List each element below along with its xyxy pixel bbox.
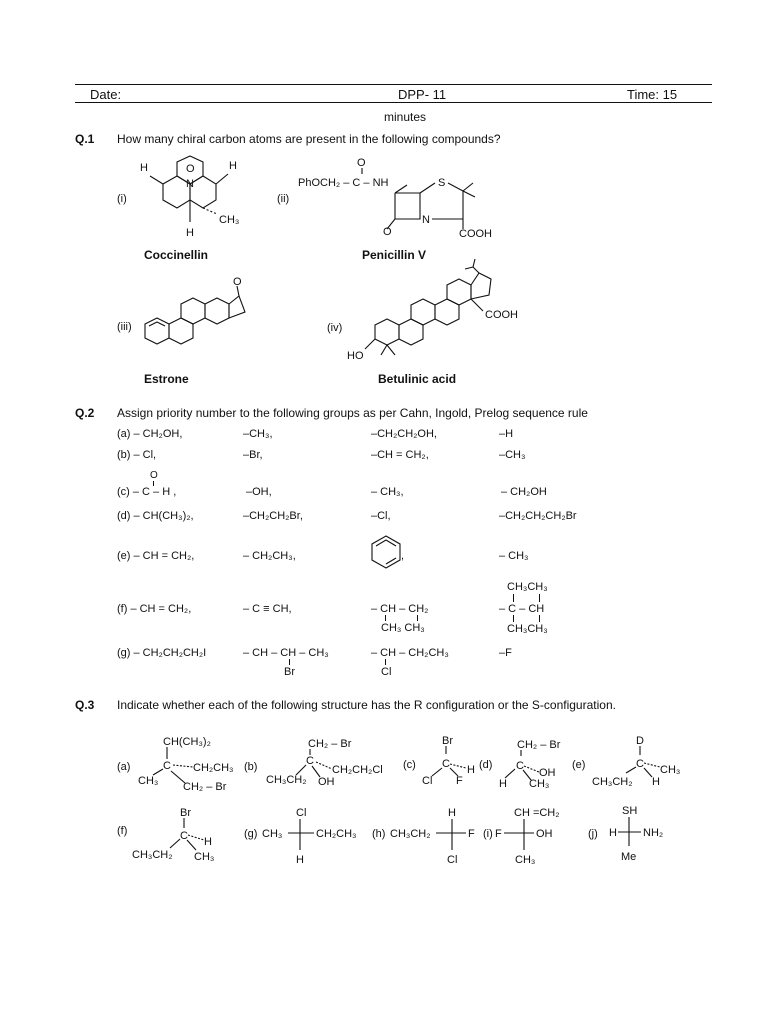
q2-c-4: – CH₂OH	[501, 486, 547, 498]
q2-d-3: –Cl,	[371, 510, 391, 522]
svg-text:CH₃CH₂: CH₃CH₂	[266, 774, 307, 786]
q3-number: Q.3	[75, 698, 95, 712]
svg-text:CH₃CH₂: CH₃CH₂	[132, 849, 173, 861]
q2-d-2: –CH₂CH₂Br,	[243, 510, 303, 522]
svg-text:CH₃: CH₃	[660, 764, 681, 776]
q1-label-iii: (iii)	[117, 321, 132, 333]
q2-g-2: – CH – CH – CH₃	[243, 647, 329, 659]
svg-text:O: O	[383, 226, 392, 238]
q2-f-top: CH₃CH₃	[507, 581, 548, 593]
svg-text:CH₃: CH₃	[529, 778, 550, 790]
svg-text:HO: HO	[347, 350, 364, 362]
svg-text:Me: Me	[621, 851, 637, 863]
q2-f-bond-4	[539, 594, 540, 602]
q2-c-3: – CH₃,	[371, 486, 404, 498]
svg-text:H: H	[140, 162, 148, 174]
q2-f-bond-3	[513, 594, 514, 602]
betulinic-structure	[345, 265, 545, 365]
q3-label-j: (j)	[588, 828, 598, 840]
svg-text:Br: Br	[442, 735, 453, 747]
q2-f-2: – C ≡ CH,	[243, 603, 292, 615]
svg-text:CH₂CH₃: CH₂CH₃	[193, 762, 234, 774]
svg-text:SH: SH	[622, 805, 638, 817]
q2-d-4: –CH₂CH₂CH₂Br	[499, 510, 577, 522]
svg-text:NH₂: NH₂	[643, 827, 664, 839]
q3-label-a: (a)	[117, 761, 131, 773]
svg-text:CH₃: CH₃	[194, 851, 215, 863]
svg-text:H: H	[229, 160, 237, 172]
svg-text:O: O	[186, 163, 195, 175]
q3-label-i: (i)	[483, 828, 493, 840]
q2-c-2: –OH,	[246, 486, 272, 498]
header-top-rule	[75, 84, 712, 85]
svg-text:C: C	[516, 760, 524, 772]
q2-g-cl: Cl	[381, 666, 392, 678]
q2-g-br: Br	[284, 666, 295, 678]
page-title: DPP- 11	[398, 87, 447, 102]
svg-text:Cl: Cl	[447, 854, 458, 866]
svg-text:CH₃: CH₃	[138, 775, 159, 787]
svg-text:H: H	[448, 807, 456, 819]
svg-text:Cl: Cl	[422, 775, 433, 787]
q2-e-2: – CH₂CH₃,	[243, 550, 296, 562]
svg-text:CH₃: CH₃	[262, 828, 283, 840]
q2-d-1: (d) – CH(CH₃)₂,	[117, 510, 194, 522]
svg-text:C: C	[636, 758, 644, 770]
svg-text:CH₂ – Br: CH₂ – Br	[308, 738, 352, 750]
q3-label-g: (g)	[244, 828, 258, 840]
q2-a-3: –CH₂CH₂OH,	[371, 428, 437, 440]
svg-text:C: C	[306, 755, 314, 767]
q2-b-3: –CH = CH₂,	[371, 449, 429, 461]
svg-text:C: C	[180, 830, 188, 842]
coccinellin-structure	[130, 152, 250, 242]
q1-label-iv: (iv)	[327, 322, 343, 334]
q2-e-4: – CH₃	[499, 550, 529, 562]
svg-text:H: H	[609, 827, 617, 839]
svg-text:CH₃CH₂: CH₃CH₂	[592, 776, 633, 788]
svg-text:CH₂CH₂Cl: CH₂CH₂Cl	[332, 764, 383, 776]
q2-f-subst: CH₃ CH₃	[381, 622, 425, 634]
q2-number: Q.2	[75, 406, 95, 420]
q2-b-4: –CH₃	[499, 449, 526, 461]
q1-label-ii: (ii)	[277, 193, 290, 205]
svg-text:H: H	[296, 854, 304, 866]
svg-text:OH: OH	[539, 767, 556, 779]
svg-text:CH =CH₂: CH =CH₂	[514, 807, 560, 819]
q3-structure-h	[390, 805, 500, 875]
q2-b-2: –Br,	[243, 449, 263, 461]
svg-text:Cl: Cl	[296, 807, 307, 819]
q2-a-4: –H	[499, 428, 514, 440]
q2-f-4: – C – CH	[499, 603, 545, 615]
q2-f-bond-1	[385, 615, 386, 621]
q3-structure-j	[605, 804, 695, 874]
q3-text: Indicate whether each of the following structure has the R configuration or the S-configuration.	[117, 698, 616, 712]
q2-g-1: (g) – CH₂CH₂CH₂I	[117, 647, 207, 659]
q2-e-1: (e) – CH = CH₂,	[117, 550, 195, 562]
q3-label-c: (c)	[403, 759, 416, 771]
q1-name-penicillin: Penicillin V	[362, 248, 427, 262]
svg-text:CH₂ – Br: CH₂ – Br	[517, 739, 561, 751]
q2-b-1: (b) – Cl,	[117, 449, 157, 461]
svg-text:PhOCH₂ – C – NH: PhOCH₂ – C – NH	[298, 177, 389, 189]
svg-text:OH: OH	[536, 828, 553, 840]
svg-text:F: F	[495, 828, 502, 840]
svg-text:CH₃: CH₃	[515, 854, 536, 866]
q2-a-1: (a) – CH₂OH,	[117, 428, 183, 440]
q3-label-f: (f)	[117, 825, 128, 837]
svg-text:CH₃CH₂: CH₃CH₂	[390, 828, 431, 840]
q2-f-bond-5	[513, 615, 514, 622]
svg-text:H: H	[186, 227, 194, 239]
q1-label-i: (i)	[117, 193, 127, 205]
q3-label-b: (b)	[244, 761, 258, 773]
svg-text:C: C	[163, 760, 171, 772]
svg-text:COOH: COOH	[459, 228, 492, 240]
q2-c-1: (c) – C – H ,	[117, 486, 177, 498]
svg-text:H: H	[499, 778, 507, 790]
q2-g-3: – CH – CH₂CH₃	[371, 647, 449, 659]
q2-f-bot: CH₃CH₃	[507, 623, 548, 635]
q1-name-betulinic: Betulinic acid	[378, 372, 457, 386]
q3-label-e: (e)	[572, 759, 586, 771]
q2-f-3: – CH – CH₂	[371, 603, 429, 615]
q3-structure-i	[494, 804, 584, 874]
svg-text:O: O	[233, 276, 242, 288]
q1-number: Q.1	[75, 132, 95, 146]
svg-text:OH: OH	[318, 776, 335, 788]
time-label: Time: 15	[627, 87, 678, 102]
svg-text:CH(CH₃)₂: CH(CH₃)₂	[163, 736, 211, 748]
svg-text:D: D	[636, 735, 644, 747]
q2-a-2: –CH₃,	[243, 428, 273, 440]
header-bottom-rule	[75, 102, 712, 103]
q2-g-4: –F	[499, 647, 512, 659]
q2-g-bond-cl	[385, 659, 386, 665]
svg-text:COOH: COOH	[485, 309, 518, 321]
svg-text:H: H	[204, 836, 212, 848]
svg-text:Br: Br	[180, 807, 191, 819]
svg-text:CH₂ – Br: CH₂ – Br	[183, 781, 227, 793]
q3-structure-d	[495, 736, 585, 806]
svg-text:N: N	[422, 214, 430, 226]
penicillin-structure	[295, 155, 515, 245]
q3-structure-b	[266, 735, 396, 805]
q3-structure-c	[418, 732, 488, 802]
svg-text:N: N	[186, 178, 194, 190]
q2-f-bond-6	[539, 615, 540, 622]
q2-c-oxygen: O	[150, 470, 158, 481]
svg-text:H: H	[652, 776, 660, 788]
svg-text:C: C	[442, 758, 450, 770]
q2-f-1: (f) – CH = CH₂,	[117, 603, 192, 615]
q2-g-bond-br	[289, 659, 290, 665]
time-continued: minutes	[384, 110, 427, 124]
q1-text: How many chiral carbon atoms are present in the following compounds?	[117, 132, 501, 146]
svg-text:H: H	[467, 764, 475, 776]
svg-text:F: F	[456, 775, 463, 787]
svg-text:O: O	[357, 157, 366, 169]
q1-name-estrone: Estrone	[144, 372, 189, 386]
svg-text:CH₂CH₃: CH₂CH₃	[316, 828, 357, 840]
svg-text:CH₃: CH₃	[219, 214, 240, 226]
q3-structure-g	[262, 805, 372, 875]
estrone-structure	[135, 278, 245, 358]
q3-label-h: (h)	[372, 828, 386, 840]
q2-f-bond-2	[417, 615, 418, 621]
q2-text: Assign priority number to the following groups as per Cahn, Ingold, Prelog sequence rule	[117, 406, 588, 420]
svg-text:F: F	[468, 828, 475, 840]
q3-structure-f	[130, 804, 230, 879]
q3-structure-e	[590, 733, 700, 803]
q1-name-coccinellin: Coccinellin	[144, 248, 209, 262]
q2-e-3: ,	[401, 550, 405, 562]
q3-label-d: (d)	[479, 759, 493, 771]
date-label: Date:	[90, 87, 122, 102]
svg-text:S: S	[438, 177, 446, 189]
